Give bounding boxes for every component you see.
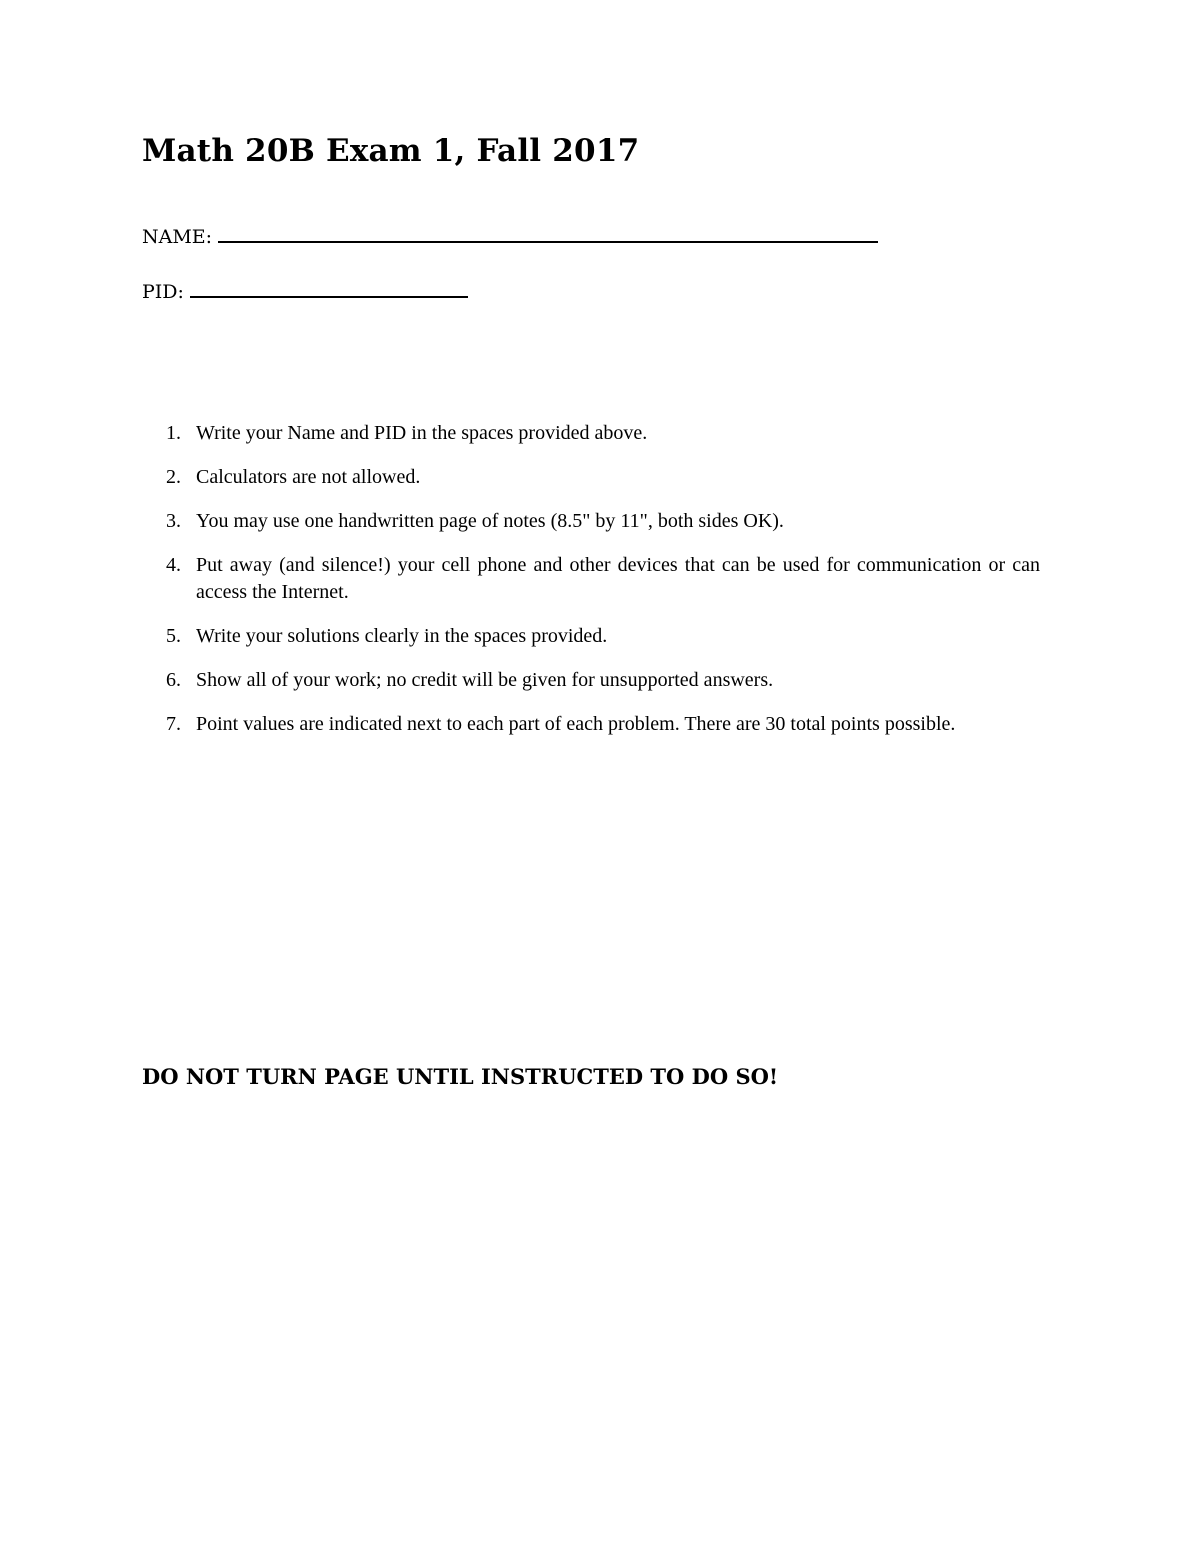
instruction-number: 3.	[166, 510, 181, 532]
instruction-text: Show all of your work; no credit will be given for unsupported answers.	[196, 669, 774, 691]
instruction-item	[160, 420, 1040, 447]
instructions-list	[160, 420, 1040, 755]
pid-label: PID:	[142, 281, 184, 303]
instruction-text: Put away (and silence!) your cell phone and other devices that can be used for communication or can access the Internet.	[196, 554, 1040, 603]
instruction-item	[160, 667, 1040, 694]
instruction-text: Write your solutions clearly in the spaces provided.	[196, 625, 608, 647]
instruction-text: You may use one handwritten page of notes (8.5" by 11", both sides OK).	[196, 510, 784, 532]
instruction-item	[160, 552, 1040, 606]
do-not-turn-notice: DO NOT TURN PAGE UNTIL INSTRUCTED TO DO SO!	[142, 1064, 779, 1089]
instruction-item	[160, 711, 1040, 738]
instruction-number: 7.	[166, 713, 181, 735]
instruction-number: 2.	[166, 466, 181, 488]
name-blank-line	[218, 240, 878, 243]
instruction-number: 1.	[166, 422, 181, 444]
instruction-item	[160, 464, 1040, 491]
name-field	[142, 226, 878, 248]
instruction-number: 6.	[166, 669, 181, 691]
pid-field	[142, 281, 468, 303]
instruction-number: 5.	[166, 625, 181, 647]
instruction-item	[160, 508, 1040, 535]
instruction-text: Write your Name and PID in the spaces provided above.	[196, 422, 648, 444]
instruction-item	[160, 623, 1040, 650]
instruction-text: Point values are indicated next to each part of each problem. There are 30 total points possible.	[196, 713, 956, 735]
pid-blank-line	[190, 295, 468, 298]
instruction-text: Calculators are not allowed.	[196, 466, 421, 488]
name-label: NAME:	[142, 226, 213, 248]
exam-title: Math 20B Exam 1, Fall 2017	[142, 133, 640, 169]
instruction-number: 4.	[166, 554, 181, 576]
